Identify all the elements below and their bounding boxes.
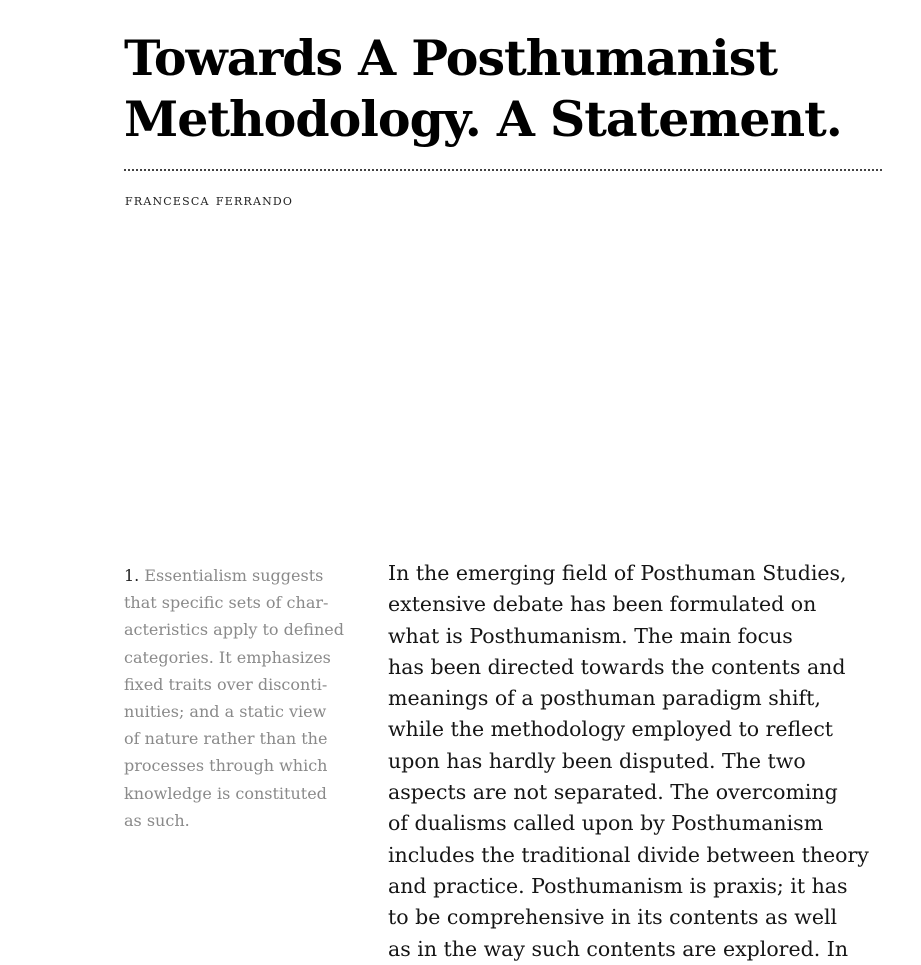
- sidenote-text: Essentialism suggests: [144, 566, 324, 585]
- body-line: as in the way such contents are explored. In: [388, 936, 849, 961]
- body-line: what is Posthumanism. The main focus: [388, 623, 793, 648]
- body-line: includes the traditional divide between theory: [388, 842, 869, 867]
- sidenote-line: categories. It emphasizes: [124, 647, 331, 667]
- sidenote-line: fixed traits over disconti-: [124, 674, 328, 694]
- body-line: meanings of a posthuman paradigm shift,: [388, 686, 821, 711]
- sidenote-line: that specific sets of char-: [124, 593, 329, 613]
- sidenote-line: as such.: [124, 810, 190, 830]
- article-title-line: Towards A Posthumanist: [124, 29, 777, 87]
- sidenote-line: nuities; and a static view: [124, 702, 327, 722]
- body-line: of dualisms called upon by Posthumanism: [388, 811, 824, 836]
- sidenote-line: knowledge is constituted: [124, 783, 327, 803]
- body-line: upon has hardly been disputed. The two: [388, 748, 806, 773]
- sidenote-line: of nature rather than the: [124, 729, 328, 749]
- author-name: francesca ferrando: [125, 190, 294, 209]
- article-title: [124, 28, 844, 150]
- sidenote-line: acteristics apply to defined: [124, 620, 344, 640]
- body-line: and practice. Posthumanism is praxis; it has: [388, 873, 848, 898]
- body-line: extensive debate has been formulated on: [388, 592, 817, 617]
- dotted-divider: [124, 169, 882, 171]
- body-line: In the emerging field of Posthuman Studies,: [388, 561, 847, 585]
- body-line: while the methodology employed to reflect: [388, 717, 834, 742]
- body-line: has been directed towards the contents and: [388, 654, 846, 679]
- sidenote: [124, 562, 354, 834]
- article-title-line: Methodology. A Statement.: [124, 90, 842, 148]
- sidenote-number: 1.: [124, 566, 140, 585]
- sidenote-line: [124, 562, 354, 589]
- body-paragraph: [388, 558, 888, 965]
- sidenote-line: processes through which: [124, 756, 328, 776]
- body-line: aspects are not separated. The overcoming: [388, 780, 838, 805]
- body-line: to be comprehensive in its contents as well: [388, 905, 838, 930]
